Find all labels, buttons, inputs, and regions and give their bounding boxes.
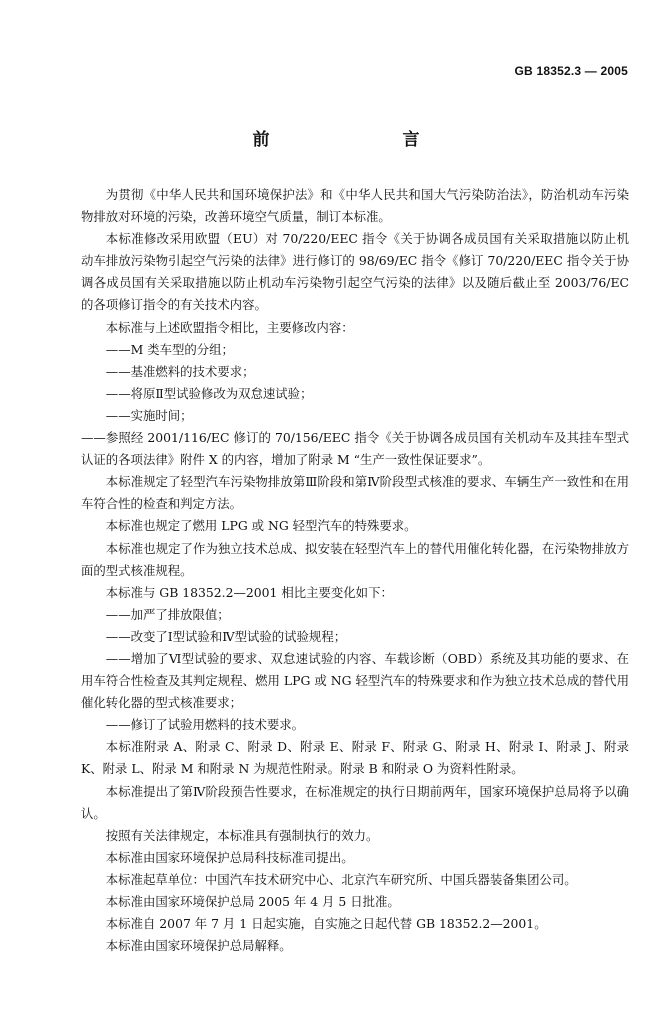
list-item: ——改变了Ⅰ型试验和Ⅳ型试验的试验规程； — [105, 628, 347, 644]
paragraph-annexes: 本标准附录 A、附录 C、附录 D、附录 E、附录 F、附录 G、附录 H、附录 I、附录 J、附录 K、附录 L、附录 M 和附录 N 为规范性附录。附录 B 和附录 O 为资料性附录。 — [81, 739, 629, 777]
list-item: ——修订了试验用燃料的技术要求。 — [105, 717, 305, 733]
paragraph-implementation: 本标准自 2007 年 7 月 1 日起实施，自实施之日起代替 GB 18352.2—2001。 — [105, 916, 547, 932]
paragraph-proposed-by: 本标准由国家环境保护总局科技标准司提出。 — [105, 849, 354, 865]
list-item: ——M 类车型的分组； — [105, 341, 234, 357]
document-body — [81, 184, 629, 957]
paragraph-purpose: 为贯彻《中华人民共和国环境保护法》和《中华人民共和国大气污染防治法》，防治机动车污染物排放对环境的污染，改善环境空气质量，制订本标准。 — [81, 187, 629, 225]
page-title: 前 言 — [252, 130, 478, 150]
paragraph-modifications-intro: 本标准与上述欧盟指令相比，主要修改内容： — [105, 319, 354, 335]
paragraph-stage-iv: 本标准提出了第Ⅳ阶段预告性要求，在标准规定的执行日期前两年，国家环境保护总局将予以确认。 — [81, 783, 629, 821]
paragraph-mandatory: 按照有关法律规定，本标准具有强制执行的效力。 — [105, 827, 379, 843]
paragraph-lpg-ng: 本标准也规定了燃用 LPG 或 NG 轻型汽车的特殊要求。 — [105, 518, 417, 534]
list-item: ——将原Ⅱ型试验修改为双怠速试验； — [105, 385, 313, 401]
list-item: ——加严了排放限值； — [105, 606, 230, 622]
list-item: ——实施时间； — [105, 407, 193, 423]
paragraph-adoption: 本标准修改采用欧盟（EU）对 70/220/EEC 指令《关于协调各成员国有关采取措施以防止机动车排放污染物引起空气污染的法律》进行修订的 98/69/EC 指令《修订 70/220/EEC 指令关于协调各成员国有关采取措施以防止机动车污染物引起空气污染的法律》以及随后截止至 2003/76/EC 的各项修订指令的有关技术内容。 — [81, 231, 629, 313]
list-item: ——参照经 2001/116/EC 修订的 70/156/EEC 指令《关于协调各成员国有关机动车及其挂车型式认证的各项法律》附件 X 的内容，增加了附录 M “生产一致性保证要求”。 — [81, 430, 629, 468]
paragraph-drafting-units: 本标准起草单位：中国汽车技术研究中心、北京汽车研究所、中国兵器装备集团公司。 — [105, 871, 577, 887]
paragraph-catalyst: 本标准也规定了作为独立技术总成、拟安装在轻型汽车上的替代用催化转化器，在污染物排放方面的型式核准规程。 — [81, 540, 629, 578]
paragraph-approval: 本标准由国家环境保护总局 2005 年 4 月 5 日批准。 — [105, 894, 400, 909]
list-item: ——基准燃料的技术要求； — [105, 363, 255, 379]
standard-number: GB 18352.3 — 2005 — [514, 64, 628, 78]
list-item: ——增加了Ⅵ型试验的要求、双怠速试验的内容、车载诊断（OBD）系统及其功能的要求、在用车符合性检查及其判定规程、燃用 LPG 或 NG 轻型汽车的特殊要求和作为独立技术总成的替代用催化转化器的型式核准要求； — [81, 650, 629, 711]
paragraph-scope: 本标准规定了轻型汽车污染物排放第Ⅲ阶段和第Ⅳ阶段型式核准的要求、车辆生产一致性和在用车符合性的检查和判定方法。 — [81, 474, 629, 512]
paragraph-interpretation: 本标准由国家环境保护总局解释。 — [105, 938, 292, 954]
paragraph-changes-intro: 本标准与 GB 18352.2—2001 相比主要变化如下： — [105, 584, 393, 600]
